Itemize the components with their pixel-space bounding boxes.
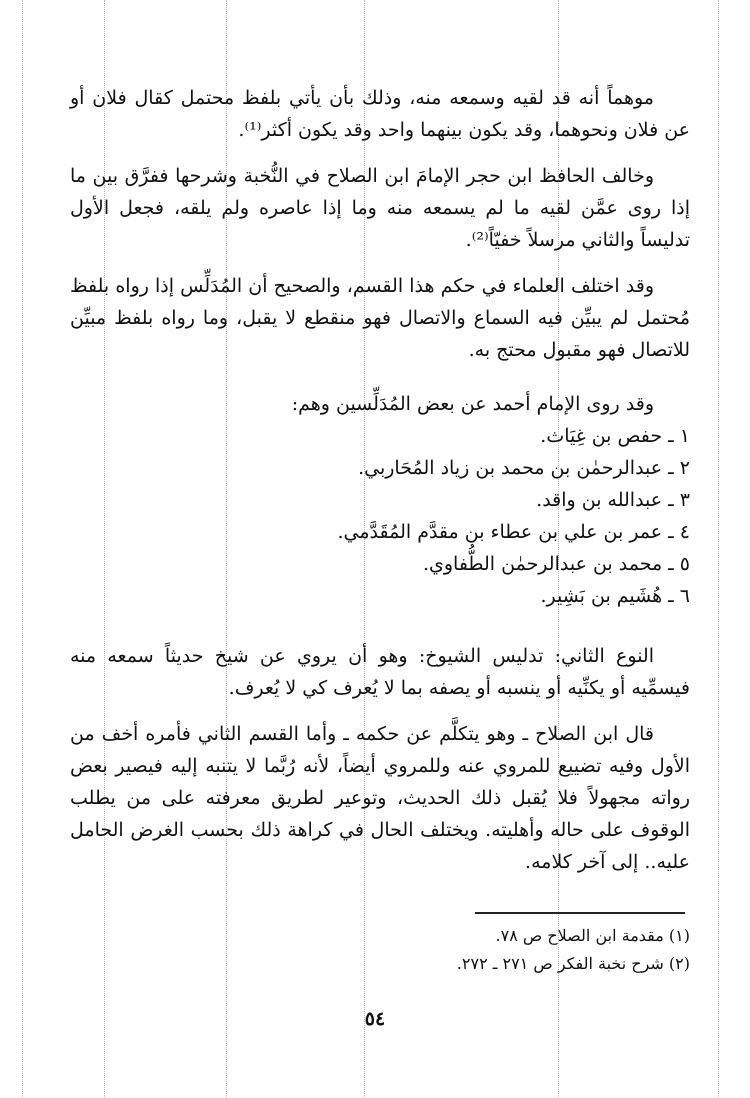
footnote-1: (١) مقدمة ابن الصلاح ص ٧٨. — [495, 926, 690, 945]
footnote-2: (٢) شرح نخبة الفكر ص ٢٧١ ـ ٢٧٢. — [456, 954, 690, 973]
footnote-divider — [475, 912, 685, 914]
paragraph-2: وخالف الحافظ ابن حجر الإمامَ ابن الصلاح في النُّخبة وشرحها ففرَّق بين ما إذا روى عمَّن لقيه ما لم يسمعه منه وما إذا عاصره ولم يلقه، فجعل الأول تدليساً والثاني مرسلاً خفيّاً⁽²⁾. — [70, 165, 690, 251]
list-item: ١ ـ حفص بن غِيَاث. — [540, 425, 690, 447]
page-guide-line — [22, 0, 23, 1098]
list-item: ٥ ـ محمد بن عبدالرحمٰن الطُّفاوي. — [422, 553, 690, 575]
footnotes — [400, 922, 690, 978]
page-number: ٥٤ — [364, 1008, 386, 1030]
list-item: ٦ ـ هُشَيم بن بَشِير. — [540, 585, 690, 607]
list-intro: وقد روى الإمام أحمد عن بعض المُدَلِّسين وهم: — [291, 393, 654, 415]
paragraph-5: قال ابن الصلاح ـ وهو يتكلَّم عن حكمه ـ وأما القسم الثاني فأمره أخف من الأول وفيه تضييع للمروي عنه وللمروي أيضاً، لأنه رُبَّما لا يتنبه إليه فيصير بعض رواته مجهولاً فلا يُقبل ذلك الحديث، وتوعير لطريق معرفته على من يطلب الوقوف على حاله وأهليته. ويختلف الحال في كراهة ذلك بحسب الغرض الحامل عليه.. إلى آخر كلامه. — [70, 723, 690, 873]
body-bottom — [70, 640, 690, 892]
paragraph-4: النوع الثاني: تدليس الشيوخ: وهو أن يروي عن شيخ حديثاً سمعه منه فيسمِّيه أو يكنِّيه أو ينسبه أو يصفه بما لا يُعرف كي لا يُعرف. — [70, 645, 690, 699]
page-guide-line — [718, 0, 719, 1098]
list-item: ٣ ـ عبدالله بن واقد. — [536, 489, 690, 511]
narrators-list — [70, 388, 690, 612]
list-item: ٤ ـ عمر بن علي بن عطاء بن مقدَّم المُقَدَّمي. — [337, 521, 690, 543]
paragraph-1: موهماً أنه قد لقيه وسمعه منه، وذلك بأن يأتي بلفظ محتمل كقال فلان أو عن فلان ونحوهما، وقد يكون بينهما واحد وقد يكون أكثر⁽¹⁾. — [70, 87, 690, 141]
body-top — [70, 82, 690, 380]
paragraph-3: وقد اختلف العلماء في حكم هذا القسم، والصحيح أن المُدَلِّس إذا رواه بلفظ مُحتمل لم يبيِّن فيه السماع والاتصال فهو منقطع لا يقبل، وما رواه بلفظ مبيِّن للاتصال فهو مقبول محتج به. — [70, 275, 690, 361]
list-item: ٢ ـ عبدالرحمٰن بن محمد بن زياد المُحَاربي. — [358, 457, 690, 479]
